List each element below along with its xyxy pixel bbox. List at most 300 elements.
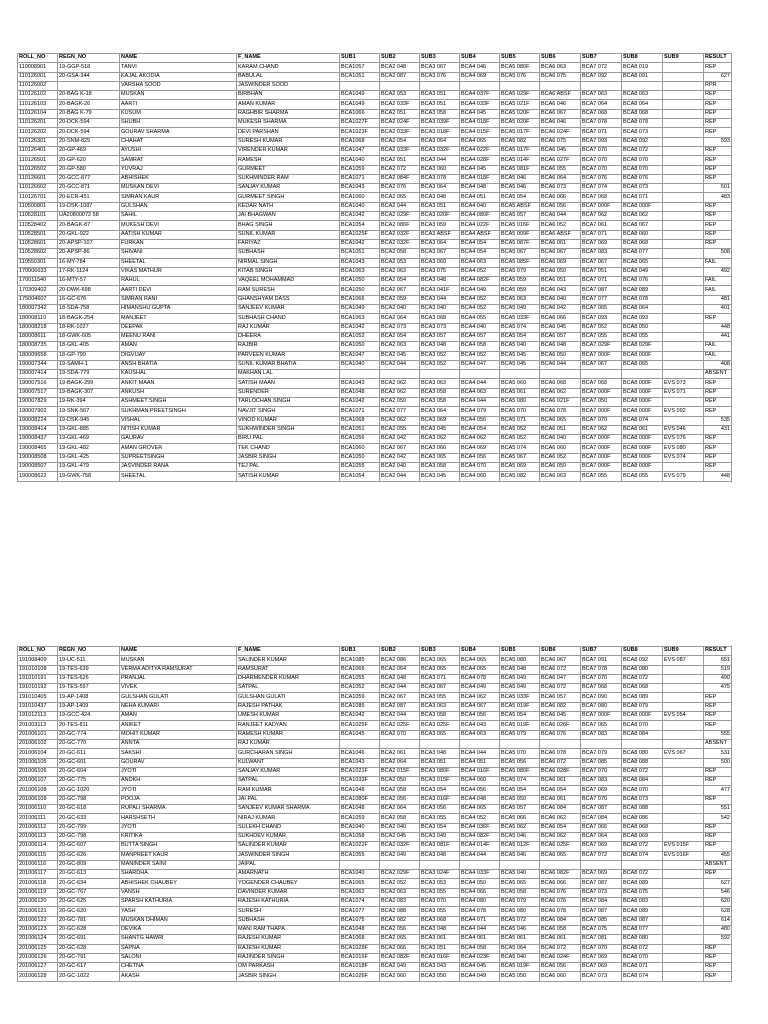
table-cell: BCA2 087 [380,702,420,711]
table-cell: BCA6 044 [540,360,581,369]
table-cell: BCA2 077 [380,407,420,416]
table-cell: BCA7 070 [581,146,622,155]
table-row [18,888,732,897]
table-cell: SANJEEV KUMAR SHARMA [237,805,340,814]
table-cell: SHEETAL [120,258,237,267]
table-cell: BUTTA SINGH [120,842,237,851]
table-cell: BCA1085 [340,656,380,665]
table-cell: 110126502 [18,165,58,174]
table-cell: BCA6 046 [540,100,581,109]
table-cell: BCA2 042 [380,435,420,444]
table-cell: SHARDHA [120,870,237,879]
table-cell: BCA1060 [340,193,380,202]
table-cell: 20-GC-618 [58,805,120,814]
table-cell: 17-RK-1124 [58,267,120,276]
table-cell: BCA1042 [340,397,380,406]
table-cell: BCA1048 [340,786,380,795]
table-cell: RANJEET KADYAN [237,721,340,730]
table-cell: BCA2 062 [380,379,420,388]
table-cell: SUPREETSINGH [120,453,237,462]
table-cell: SAPNA [120,944,237,953]
table-cell: BCA3 075 [420,267,460,276]
table-cell: BCA3 024F [420,870,460,879]
table-cell: BCA5 080 [500,656,540,665]
table-cell: BCA4 045 [460,165,500,174]
table-cell: BCA1026F [340,972,380,981]
table-cell: BCA4 048 [460,184,500,193]
table-cell [663,351,704,360]
table-cell: 16-GC-676 [58,295,120,304]
table-cell [380,860,420,869]
table-cell: BCA1063 [340,267,380,276]
table-cell [663,370,704,379]
table-cell: BCA6 072 [540,684,581,693]
table-cell: BCA2 054 [380,332,420,341]
table-cell: REP [704,767,732,776]
table-cell: SUBHASH [237,916,340,925]
table-cell: 19-SNK-567 [58,407,120,416]
table-cell: TARLOCHAN SINGH [237,397,340,406]
table-cell [663,786,704,795]
table-cell: BCA8 070 [622,721,663,730]
table-cell: SUKHWINDER SINGH [237,425,340,434]
table-cell: REP [704,239,732,248]
column-header: SUB5 [500,54,540,63]
table-cell: BCA4 069 [460,444,500,453]
table-cell: BCA8 070 [622,953,663,962]
table-cell: BCA3 025F [420,721,460,730]
table-cell: 180009658 [18,351,58,360]
table-cell: BCA2 032F [380,842,420,851]
table-cell: BCA4 058 [460,944,500,953]
table-cell: BCA4 014F [460,842,500,851]
table-cell: 180008110 [18,314,58,323]
table-cell: BCA5 029F [500,91,540,100]
table-cell [663,258,704,267]
table-cell: BCA7 065 [581,721,622,730]
table-cell: BCA2 049 [380,851,420,860]
table-cell [663,72,704,81]
table-cell: 190008437 [18,435,58,444]
table-cell: FAIL [704,342,732,351]
table-cell: BCA3 064 [420,407,460,416]
table-cell: 19-GKL-425 [58,453,120,462]
table-cell: BCA1050 [340,286,380,295]
table-cell [58,81,120,90]
table-cell: BCA3 018F [420,128,460,137]
table-cell: BCA5 019F [500,721,540,730]
table-cell: REP [704,693,732,702]
table-cell: 201006111 [18,814,58,823]
table-cell: BCA6 061 [540,777,581,786]
table-cell [663,91,704,100]
table-cell: BCA2 064 [380,314,420,323]
table-cell: 110528602 [18,249,58,258]
table-cell: BCA8 070 [622,156,663,165]
table-cell: BCA6 064 [540,174,581,183]
table-cell: BCA5 082 [500,137,540,146]
table-cell: BCA6 042 [540,305,581,314]
table-cell: BCA1055 [340,674,380,683]
table-row [18,425,732,434]
table-cell: BCA4 054 [460,249,500,258]
table-cell: BCA2 056 [380,925,420,934]
table-cell: BCA8 077 [622,925,663,934]
table-cell: BCA4 063 [460,730,500,739]
table-cell: BCA2 053 [380,258,420,267]
table-cell: REP [704,407,732,416]
table-cell: BCA8 080 [622,665,663,674]
table-cell [663,193,704,202]
table-cell: BCA8 087 [622,916,663,925]
table-cell: BCA5 079 [500,730,540,739]
table-cell: 201006123 [18,925,58,934]
table-cell: BCA4 044 [460,925,500,934]
table-cell: BCA3 064 [420,184,460,193]
table-cell: BCA7 087 [581,879,622,888]
table-cell: BCA6 058 [540,925,581,934]
table-cell: BCA2 033F [380,128,420,137]
table-cell: BCA8 050 [622,323,663,332]
table-cell: DHEERA [237,332,340,341]
table-cell: BABULAL [237,72,340,81]
table-cell: 19-DSK-1087 [58,202,120,211]
table-cell: BCA5 049 [500,305,540,314]
table-cell [663,721,704,730]
table-cell: AMAN [120,342,237,351]
table-cell: PRANJAL [120,674,237,683]
table-row [18,119,732,128]
table-cell: MUKESH DEVI [120,221,237,230]
table-cell: 535 [704,416,732,425]
table-cell [663,230,704,239]
table-cell: BCA3 048 [420,342,460,351]
table-cell: 201006117 [18,870,58,879]
table-cell: BCA7 069 [581,842,622,851]
table-cell: 18-RK-1027 [58,323,120,332]
table-cell [340,739,380,748]
table-cell: JASWINDER SOOD [237,81,340,90]
column-header: SUB7 [581,647,622,656]
table-cell: KUSUM [120,109,237,118]
table-cell [540,739,581,748]
table-cell: BCA3 048 [420,749,460,758]
table-cell: 190007516 [18,379,58,388]
table-cell: 527 [704,879,732,888]
table-cell: BCA3 063 [420,702,460,711]
table-cell: REP [704,100,732,109]
table-cell: MOHIT KUMAR [120,730,237,739]
table-cell [663,305,704,314]
table-cell: BCA6 076 [540,888,581,897]
table-cell: BCA8 092 [622,137,663,146]
table-cell: BCA8 072 [622,842,663,851]
result-table-top [17,53,732,482]
table-cell: EVS 015F [663,842,704,851]
table-cell: 20-GC-798 [58,832,120,841]
table-cell [663,832,704,841]
table-cell: BCA2 045 [380,351,420,360]
table-cell: BCA8 000F [622,351,663,360]
table-cell [663,888,704,897]
table-cell: BCA5 067 [500,249,540,258]
table-cell: BCA2 058 [380,786,420,795]
table-cell: BCA1051 [340,72,380,81]
table-cell: EVS 076 [663,435,704,444]
table-cell: BCA1033F [340,777,380,786]
table-cell: VINOD KUMAR [237,416,340,425]
table-cell: BCA6 066 [540,314,581,323]
table-cell [663,944,704,953]
table-cell: BCA7 093 [581,314,622,323]
table-cell [663,128,704,137]
table-cell: DAVINDER KUMAR [237,888,340,897]
table-cell: VARSHA SOOD [120,81,237,90]
column-header: SUB2 [380,54,420,63]
table-cell: 190007902 [18,407,58,416]
table-cell: BCA2 072 [380,165,420,174]
table-cell: 19-BAGK-307 [58,388,120,397]
table-cell: 110528101 [18,212,58,221]
table-cell [663,156,704,165]
table-cell: BCA2 054 [380,137,420,146]
table-cell: BCA1051 [340,249,380,258]
table-cell [663,165,704,174]
table-cell: JYOTI [120,786,237,795]
table-cell: 20-GC-617 [58,963,120,972]
table-cell [622,370,663,379]
table-cell: 110126001 [18,72,58,81]
table-cell: BCA5 085F [500,258,540,267]
table-cell: BCA7 067 [581,360,622,369]
table-cell: BCA4 063 [460,258,500,267]
table-cell: BCA4 060 [460,777,500,786]
table-cell: SUKHDEV KUMAR [237,832,340,841]
table-cell: AATISH KUMAR [120,230,237,239]
table-cell: 20-GCC-877 [58,174,120,183]
table-cell: DEEPAK [120,323,237,332]
table-row [18,916,732,925]
table-cell: REP [704,146,732,155]
table-cell: BCA4 052 [460,814,500,823]
table-cell: BCA6 044 [540,212,581,221]
table-cell: 20-TES-811 [58,721,120,730]
table-cell: 20-ECR-451 [58,193,120,202]
table-cell: 191010191 [18,674,58,683]
table-cell: BCA6 084 [540,916,581,925]
table-cell: 19-SDA-779 [58,370,120,379]
column-header: F_NAME [237,647,340,656]
table-cell: BCA7 071 [581,277,622,286]
table-cell: BCA3 032F [420,146,460,155]
table-cell: SAMRAT [120,156,237,165]
table-cell: BCA3 045 [420,425,460,434]
table-cell: RAJ KUMAR [237,323,340,332]
table-cell: BCA6 072 [540,665,581,674]
table-cell: BCA7 084 [581,898,622,907]
table-cell: BCA6 062 [540,814,581,823]
table-cell: BCA3 055 [420,888,460,897]
table-cell: BCA1049 [340,91,380,100]
table-cell: BCA8 093 [622,314,663,323]
table-cell [460,739,500,748]
table-cell: BCA3 070 [420,898,460,907]
table-cell: BCA5 009F [500,230,540,239]
table-cell: BCA3 058 [420,712,460,721]
table-cell: BCA4 033F [460,870,500,879]
table-cell: BCA8 000F [622,435,663,444]
table-cell: BCA8 089 [622,693,663,702]
table-cell: GHANSHYAM DASS [237,295,340,304]
table-cell: BCA7 000F [581,444,622,453]
table-cell: BCA4 078 [460,907,500,916]
table-cell: BCA7 000F [581,453,622,462]
table-cell: BCA3 051 [420,944,460,953]
table-row [18,295,732,304]
column-header: SUB9 [663,647,704,656]
table-cell [622,81,663,90]
table-cell: BCA7 093 [581,137,622,146]
table-cell: BCA4 065 [460,805,500,814]
table-cell: BCA4 067 [460,702,500,711]
table-cell: DEVI PARSHAN [237,128,340,137]
table-cell: REP [704,91,732,100]
table-cell: BCA2 084F [380,174,420,183]
table-cell: VISHAL [120,416,237,425]
table-cell: BCA6 047 [540,674,581,683]
table-cell: BCA3 067 [420,63,460,72]
table-cell: BCA3 069 [420,416,460,425]
table-cell: BCA1048 [340,805,380,814]
table-cell: BCA4 052 [460,295,500,304]
table-cell: MANPREET KAUR [120,851,237,860]
table-row [18,332,732,341]
table-cell: BCA1080F [340,795,380,804]
table-cell: BCA4 037F [460,91,500,100]
table-cell: BCA4 052 [460,305,500,314]
table-cell: REP [704,128,732,137]
table-cell: BCA8 089 [622,286,663,295]
table-cell: SUNIL KUMAR [237,230,340,239]
table-cell [663,249,704,258]
table-cell: BCA7 083 [581,777,622,786]
table-cell: CHETNA [120,963,237,972]
table-cell: BCA2 045 [380,832,420,841]
table-cell [540,860,581,869]
table-cell: BCA7 064 [581,100,622,109]
table-cell: KRITIKA [120,832,237,841]
table-cell: BCA7 085 [581,758,622,767]
table-cell: BCA3 016F [420,795,460,804]
table-cell: BCA6 052 [540,453,581,462]
table-cell: ANSH BHATIA [120,360,237,369]
table-cell: BCA1042 [340,212,380,221]
table-cell: BCA6 061 [540,935,581,944]
table-cell: ANNTA [120,739,237,748]
table-cell: BCA5 070 [500,407,540,416]
table-cell: BCA7 085 [581,916,622,925]
table-cell: 455 [704,851,732,860]
table-cell: REP [704,435,732,444]
table-cell: EVS 080 [663,444,704,453]
table-cell: BCA5 058 [500,888,540,897]
table-cell: BCA4 062 [460,435,500,444]
table-cell: BCA5 019F [500,702,540,711]
table-cell: BCA1023F [340,128,380,137]
table-cell [380,370,420,379]
table-cell: BCA7 070 [581,165,622,174]
table-cell: BCA2 076 [380,184,420,193]
table-cell: SHIVANI [120,249,237,258]
table-cell: BCA5 052 [500,425,540,434]
table-cell: BCA7 069 [581,953,622,962]
table-cell: 110126701 [18,193,58,202]
table-cell: REP [704,702,732,711]
table-cell: 20-GC-799 [58,823,120,832]
table-cell: REP [704,63,732,72]
table-cell: BCA5 059 [500,286,540,295]
table-cell: BCA6 026F [540,721,581,730]
table-row [18,435,732,444]
table-cell: BCA2 048 [380,63,420,72]
table-cell: 180007342 [18,305,58,314]
table-cell: BCA1042 [340,239,380,248]
table-cell: REP [704,109,732,118]
table-cell [500,370,540,379]
table-cell: REP [704,721,732,730]
table-cell: BCA8 077 [622,249,663,258]
table-cell [663,286,704,295]
table-cell: BCA6 075 [540,137,581,146]
column-header: SUB4 [460,647,500,656]
table-row [18,925,732,934]
table-cell [420,370,460,379]
table-cell: BCA3 067 [420,684,460,693]
table-row [18,879,732,888]
table-cell: BCA3 044 [420,295,460,304]
table-cell: BCA4 018F [460,119,500,128]
table-cell: 20-GC-613 [58,870,120,879]
table-cell: GAURAV [120,435,237,444]
table-cell: BCA6 067 [540,109,581,118]
table-cell: DHARMENDER KUMAR [237,674,340,683]
table-cell: ANKIT MAAN [120,379,237,388]
table-cell [420,739,460,748]
column-header: SUB1 [340,647,380,656]
table-cell: SUBHASH CHAND [237,314,340,323]
table-cell: BCA2 015F [380,767,420,776]
table-cell: RAMESH KUMAR [237,730,340,739]
table-cell: BCA8 080 [622,749,663,758]
table-row [18,230,732,239]
table-cell [663,323,704,332]
table-cell: BCA7 074 [581,184,622,193]
table-cell: 20-GP-469 [58,146,120,155]
table-cell: BCA2 064 [380,805,420,814]
table-row [18,314,732,323]
table-cell: REP [704,174,732,183]
table-cell: 20-GC-691 [58,935,120,944]
table-cell: BCA4 060 [460,472,500,481]
table-cell: RAHUL [120,277,237,286]
table-cell: BCA3 044 [420,156,460,165]
table-cell: RAJESH KUMAR [237,944,340,953]
table-cell: 110126301 [18,137,58,146]
table-cell: BCA4 056 [460,786,500,795]
table-cell: BCA5 040 [500,953,540,962]
table-cell: BCA5 046 [500,851,540,860]
table-cell: JASVINDER RANA [120,463,237,472]
